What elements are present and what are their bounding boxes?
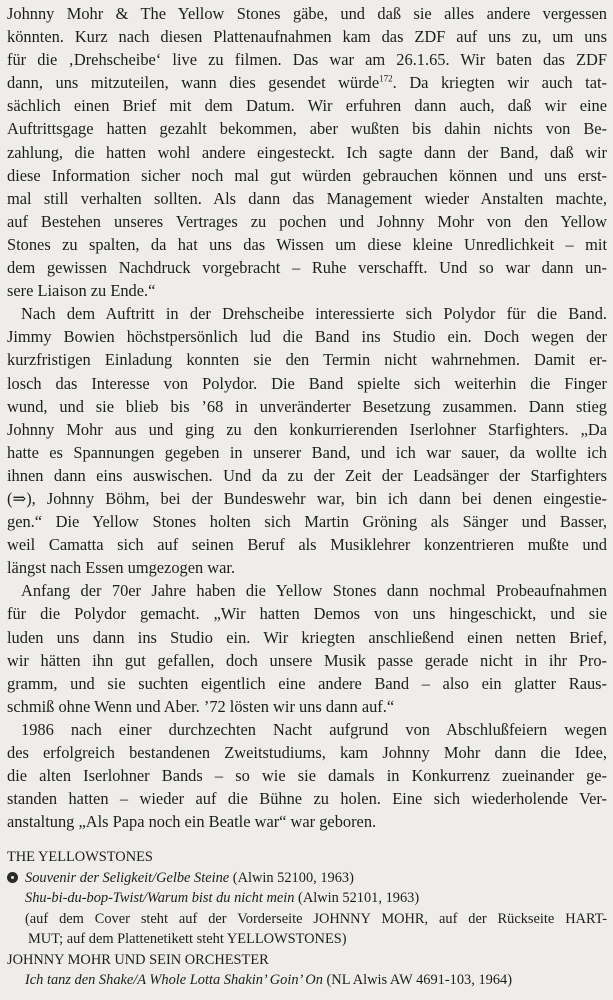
- text-line: des erfolgreich bestandenen Zweitstudiums, kam Johnny Mohr dann die Idee,: [7, 743, 607, 762]
- text-line: die alten Iserlohner Bands – so wie sie damals in Konkurrenz zueinander ge-: [7, 766, 607, 786]
- text-line: ihnen dann eins auswischen. Und da zu der Zeit der Leadsänger der Starfighters: [7, 465, 607, 485]
- text-line: für die Polydor gemacht. „Wir hatten Demos von uns hingeschickt, und sie: [7, 604, 607, 624]
- discography-note: (auf dem Cover steht auf der Vorderseite JOHNNY MOHR, auf der Rückseite HART-: [25, 910, 607, 927]
- text-line: auf Bestehen unseres Vertrages zu pochen und Johnny Mohr von den Yellow: [7, 211, 607, 231]
- discography-artist: THE YELLOWSTONES: [7, 849, 153, 865]
- text-line: weil Camatta sich auf seinen Beruf als Musiklehrer konzentrieren mußte und: [7, 535, 607, 555]
- text-line: längst nach Essen umgezogen war.: [7, 558, 236, 578]
- text-line: dem gewissen Nachdruck vorgebracht – Ruhe verschafft. Und so war dann un-: [7, 258, 607, 278]
- discography-entry: [7, 970, 607, 991]
- record-info: (NL Alwis AW 4691-103, 1964): [322, 972, 513, 988]
- text-line: losch das Interesse von Polydor. Die Band spielte sich weiterhin die Finger: [7, 373, 607, 393]
- text-line: sächlich einen Brief mit dem Datum. Wir erfuhren dann auch, daß wir eine: [7, 96, 607, 116]
- discography: [7, 847, 607, 991]
- text-line: für die ‚Drehscheibe‘ live zu filmen. Das war am 26.1.65. Wir baten das ZDF: [7, 50, 607, 70]
- text-line: Johnny Mohr aus und ging zu den konkurrierenden Iserlohner Starfighters. „Da: [7, 419, 607, 439]
- footnote-reference: 172: [379, 73, 393, 84]
- text-line: kurzfristigen Einladung konnten sie den Termin nicht wahrnehmen. Damit er-: [7, 350, 607, 370]
- text-line: schmiß ohne Wenn und Aber. ’72 lösten wir uns dann auf.“: [7, 696, 395, 716]
- text-line: Stones zu spalten, da hat uns das Wissen um diese kleine Unredlichkeit – mit: [7, 234, 607, 254]
- text-line: [7, 71, 607, 94]
- text-fragment: dann, uns mitzuteilen, wann dies gesendet würde: [7, 73, 380, 93]
- text-fragment: . Da kriegten wir auch tat-: [392, 73, 607, 93]
- text-line: luden uns dann ins Studio ein. Wir kriegten anschließend einen netten Brief,: [7, 627, 607, 647]
- text-line: Johnny Mohr & The Yellow Stones gäbe, und daß sie alles andere vergessen: [7, 4, 607, 23]
- text-line: diese Information sicher noch mal gut würden gebrauchen können und uns erst-: [7, 165, 607, 185]
- text-line: anstaltung „Als Papa noch ein Beatle war“ war geboren.: [7, 812, 377, 832]
- record-icon: [7, 872, 18, 883]
- discography-note: MUT; auf dem Plattenetikett steht YELLOWSTONES): [28, 931, 347, 947]
- body-text: [7, 2, 607, 833]
- record-info: (Alwin 52100, 1963): [229, 869, 354, 886]
- text-line: Anfang der 70er Jahre haben die Yellow Stones dann nochmal Probeaufnahmen: [21, 581, 607, 601]
- record-title: Shu-bi-du-bop-Twist/Warum bist du nicht mein: [25, 890, 295, 906]
- text-line: mal still verhalten sollten. Als dann das Management wieder Anstalten machte,: [7, 188, 607, 208]
- text-line: standen hatten – wieder auf die Bühne zu holen. Eine sich wiederholende Ver-: [7, 789, 607, 809]
- text-line: Auftrittsgage hatten gezahlt bekommen, aber wußten bis dahin nichts von Be-: [7, 119, 607, 139]
- text-line: (⇒), Johnny Böhm, bei der Bundeswehr war, bin ich dann bei denen eingestie-: [7, 488, 607, 508]
- record-info: (Alwin 52101, 1963): [294, 890, 420, 906]
- discography-entry: [7, 888, 607, 909]
- record-title: Souvenir der Seligkeit/Gelbe Steine: [25, 869, 230, 886]
- record-title: Ich tanz den Shake/A Whole Lotta Shakin’ Goin’ On: [25, 972, 323, 988]
- text-line: Nach dem Auftritt in der Drehscheibe interessierte sich Polydor für die Band.: [21, 304, 607, 324]
- text-line: gen.“ Die Yellow Stones holten sich Martin Gröning als Sänger und Basser,: [7, 512, 607, 532]
- discography-artist: JOHNNY MOHR UND SEIN ORCHESTER: [7, 951, 269, 968]
- text-line: wir hätten ihn gut gefallen, doch unsere Musik passe gerade nicht in ihr Pro-: [7, 650, 607, 670]
- text-line: Jimmy Bowien höchstpersönlich lud die Band ins Studio ein. Doch wegen der: [7, 327, 607, 347]
- text-line: zahlung, die hatten wohl andere eingesteckt. Ich sagte dann der Band, daß wir: [7, 142, 607, 162]
- text-line: wund, und sie blieb bis ’68 in unveränderter Besetzung zusammen. Dann stieg: [7, 396, 607, 416]
- text-line: 1986 nach einer durchzechten Nacht aufgrund von Abschlußfeiern wegen: [21, 719, 607, 739]
- text-line: gramm, und sie suchten eigentlich eine andere Band – also ein glatter Raus-: [7, 673, 607, 693]
- text-line: hatte es Spannungen gegeben in unserer Band, und ich war sauer, da wollte ich: [7, 442, 607, 462]
- discography-entry: [7, 868, 607, 889]
- text-line: könnten. Kurz nach diesen Plattenaufnahmen kam das ZDF auf uns zu, um uns: [7, 27, 607, 47]
- text-line: sere Liaison zu Ende.“: [7, 281, 156, 301]
